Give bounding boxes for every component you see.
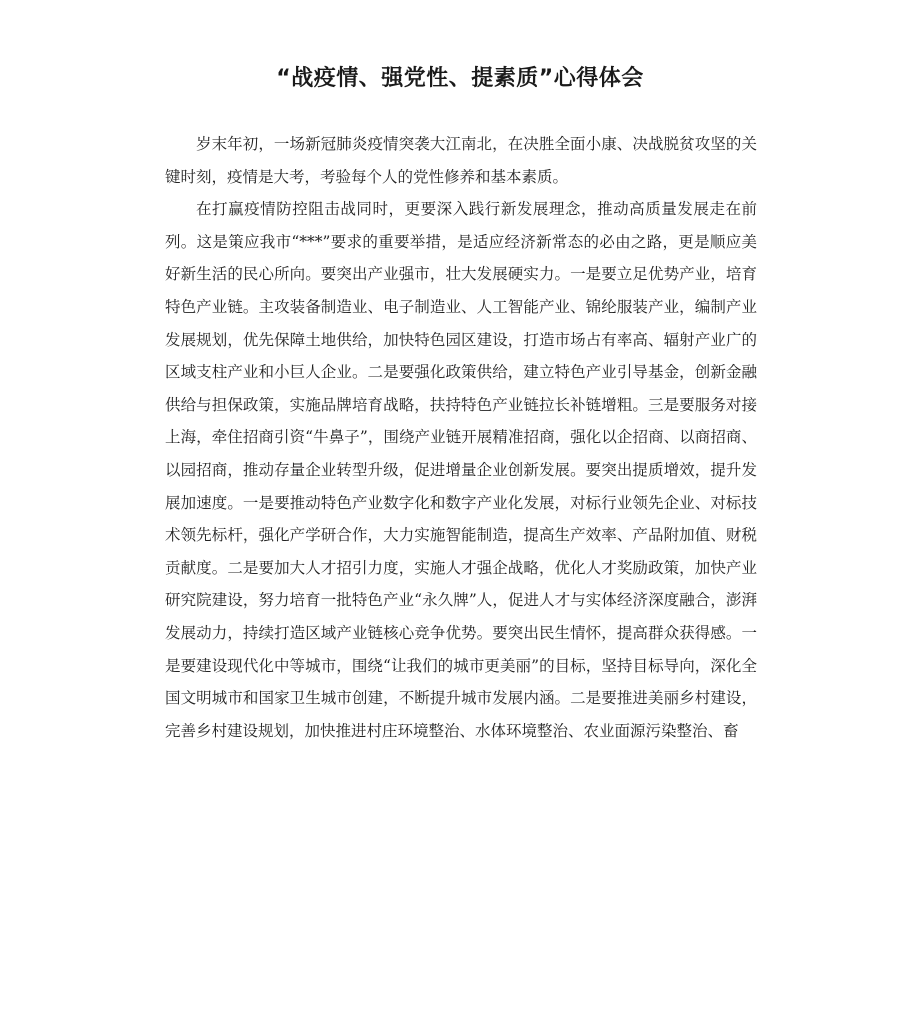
paragraph-2: 在打赢疫情防控阻击战同时，更要深入践行新发展理念，推动高质量发展走在前列。这是策应我市“***”要求的重要举措，是适应经济新常态的必由之路，更是顺应美好新生活的民心所向。要突出产业强市，壮大发展硬实力。一是要立足优势产业，培育特色产业链。主攻装备制造业、电子制造业、人工智能产业、锦纶服装产业，编制产业发展规划，优先保障土地供给，加快特色园区建设，打造市场占有率高、辐射产业广的区域支柱产业和小巨人企业。二是要强化政策供给，建立特色产业引导基金，创新金融供给与担保政策，实施品牌培育战略，扶持特色产业链拉长补链增粗。三是要服务对接上海，牵住招商引资“牛鼻子”，围绕产业链开展精准招商，强化以企招商、以商招商、以园招商，推动存量企业转型升级，促进增量企业创新发展。要突出提质增效，提升发展加速度。一是要推动特色产业数字化和数字产业化发展，对标行业领先企业、对标技术领先标杆，强化产学研合作，大力实施智能制造，提高生产效率、产品附加值、财税贡献度。二是要加大人才招引力度，实施人才强企战略，优化人才奖励政策，加快产业研究院建设，努力培育一批特色产业“永久牌”人，促进人才与实体经济深度融合，澎湃发展动力，持续打造区域产业链核心竞争优势。要突出民生情怀，提高群众获得感。一是要建设现代化中等城市，围绕“让我们的城市更美丽”的目标，坚持目标导向，深化全国文明城市和国家卫生城市创建，不断提升城市发展内涵。二是要推进美丽乡村建设，完善乡村建设规划，加快推进村庄环境整治、水体环境整治、农业面源污染整治、畜 [165,200,757,740]
document-title: “战疫情、强党性、提素质”心得体会 [276,66,644,91]
document-body [165,128,757,747]
paragraph-1: 岁末年初，一场新冠肺炎疫情突袭大江南北，在决胜全面小康、决战脱贫攻坚的关键时刻，疫情是大考，考验每个人的党性修养和基本素质。 [165,135,757,186]
